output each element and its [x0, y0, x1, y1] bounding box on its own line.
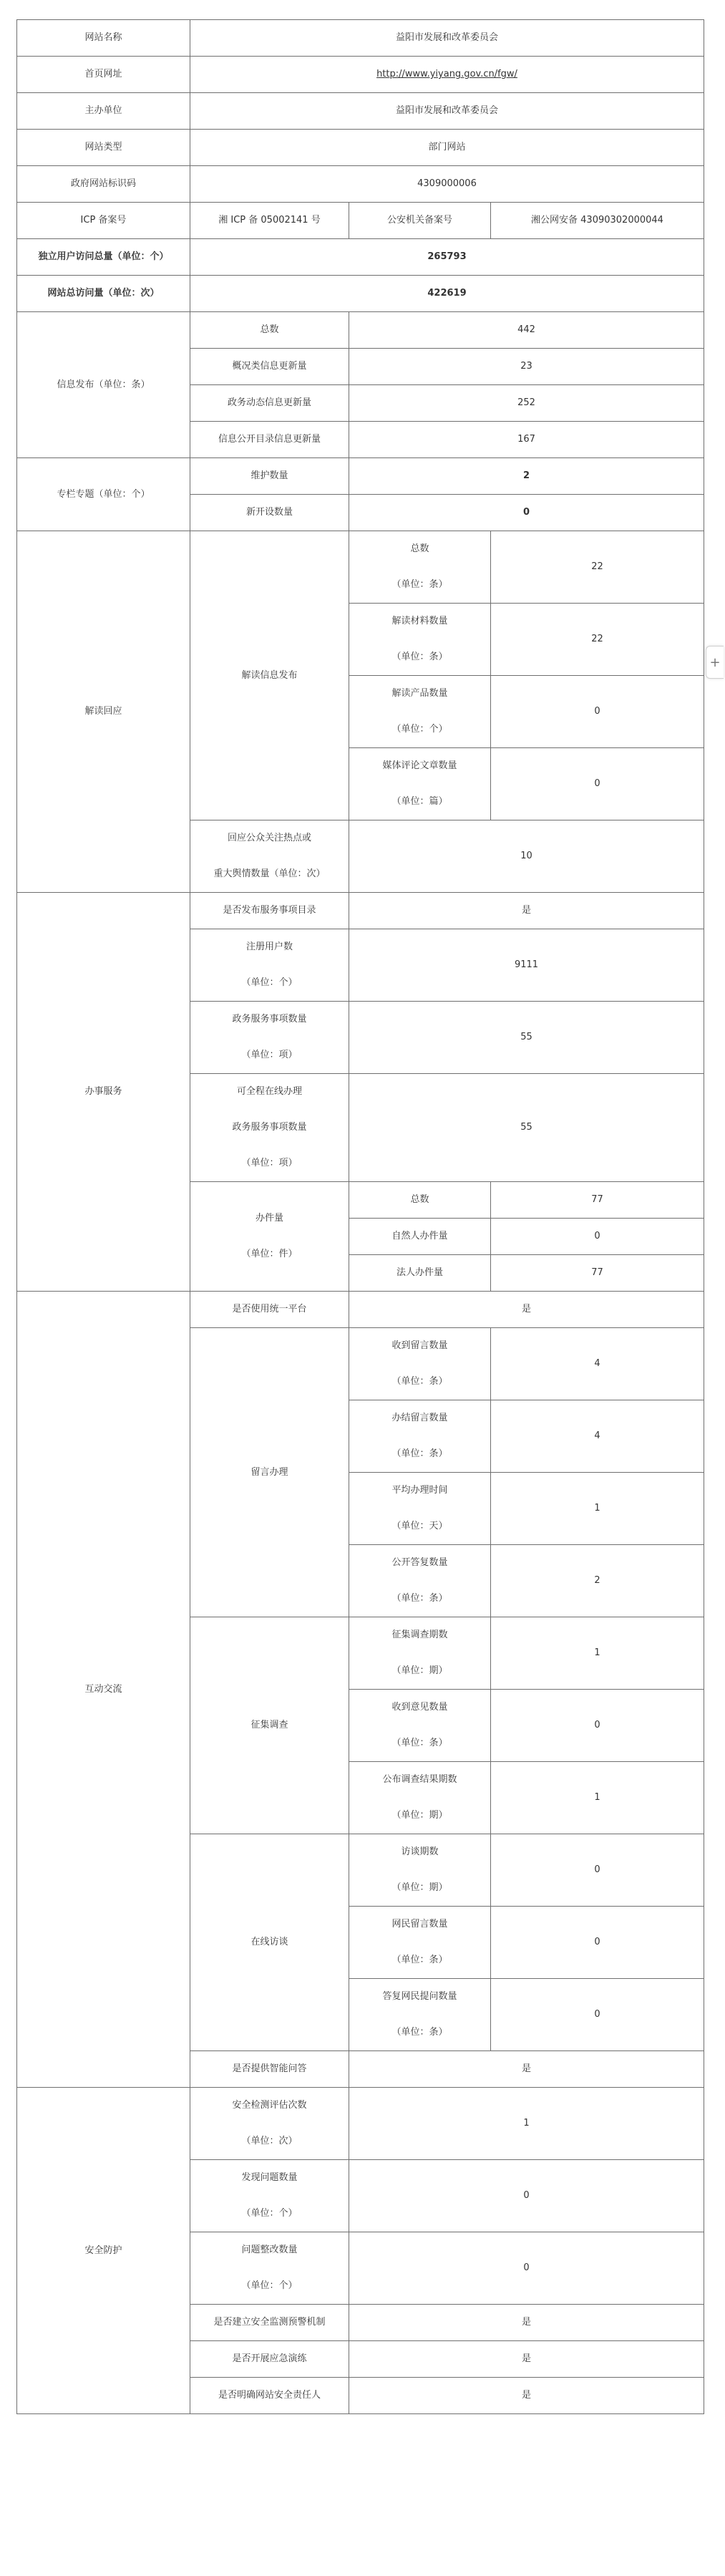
expand-plus-button[interactable]: + [706, 646, 724, 679]
message-public-reply-label-line2: （单位：条） [391, 1593, 448, 1604]
service-volume-total-value: 77 [491, 1182, 704, 1219]
survey-opinions-value: 0 [491, 1690, 704, 1762]
icp-value: 湘 ICP 备 05002141 号 [190, 203, 349, 239]
service-users-label-line1: 注册用户数 [245, 941, 293, 952]
service-items-value: 55 [349, 1002, 704, 1074]
row-columns-maintained [17, 458, 704, 495]
security-checks-label-line2: （单位：次） [241, 2136, 298, 2146]
message-closed-label [349, 1400, 491, 1473]
service-catalog-value: 是 [349, 893, 704, 929]
interview-periods-label-line1: 访谈期数 [401, 1846, 439, 1857]
interview-messages-value: 0 [491, 1907, 704, 1979]
message-public-reply-value: 2 [491, 1545, 704, 1617]
service-online-label-line2: 政务服务事项数量 [232, 1122, 307, 1133]
service-users-label-line2: （单位：个） [241, 977, 298, 988]
interview-replies-label-line1: 答复网民提问数量 [382, 1991, 457, 2002]
interaction-platform-value: 是 [349, 1292, 704, 1328]
service-volume-label [190, 1182, 349, 1292]
survey-results-value: 1 [491, 1762, 704, 1834]
service-online-label [190, 1074, 349, 1182]
row-interpret-total [17, 531, 704, 604]
interpret-total-label [349, 531, 491, 604]
service-online-label-line1: 可全程在线办理 [236, 1086, 302, 1097]
interpret-total-label-line2: （单位：条） [391, 579, 448, 590]
service-volume-natural-label: 自然人办件量 [349, 1219, 491, 1255]
security-fixes-value: 0 [349, 2232, 704, 2305]
police-record-label: 公安机关备案号 [349, 203, 491, 239]
security-drill-value: 是 [349, 2341, 704, 2378]
interpret-label: 解读回应 [17, 531, 190, 893]
interpret-publish-label: 解读信息发布 [190, 531, 349, 820]
site-type-value: 部门网站 [190, 130, 704, 166]
homepage-url-cell [190, 57, 704, 93]
row-host-unit [17, 93, 704, 130]
interpret-hotspot-label-line2: 重大舆情数量（单位：次） [213, 868, 326, 879]
interaction-platform-label: 是否使用统一平台 [190, 1292, 349, 1328]
service-volume-label-line2: （单位：件） [241, 1249, 298, 1259]
interview-messages-label [349, 1907, 491, 1979]
security-checks-label-line1: 安全检测评估次数 [232, 2100, 307, 2111]
info-catalog-label: 信息公开目录信息更新量 [190, 422, 349, 458]
info-overview-value: 23 [349, 349, 704, 385]
interpret-materials-value: 22 [491, 604, 704, 676]
columns-new-value: 0 [349, 495, 704, 531]
row-service-catalog [17, 893, 704, 929]
service-users-value: 9111 [349, 929, 704, 1002]
message-received-value: 4 [491, 1328, 704, 1400]
row-site-id [17, 166, 704, 203]
row-interaction-platform [17, 1292, 704, 1328]
host-unit-value: 益阳市发展和改革委员会 [190, 93, 704, 130]
interpret-products-label-line1: 解读产品数量 [391, 688, 448, 699]
site-id-label: 政府网站标识码 [17, 166, 190, 203]
security-fixes-label-line1: 问题整改数量 [241, 2245, 298, 2255]
interview-periods-label-line2: （单位：期） [391, 1882, 448, 1893]
security-drill-label: 是否开展应急演练 [190, 2341, 349, 2378]
security-fixes-label [190, 2232, 349, 2305]
service-volume-total-label: 总数 [349, 1182, 491, 1219]
unique-visitors-label: 独立用户访问总量（单位：个） [17, 239, 190, 276]
service-online-value: 55 [349, 1074, 704, 1182]
interpret-media-label [349, 748, 491, 820]
survey-results-label-line1: 公布调查结果期数 [382, 1774, 457, 1785]
interpret-hotspot-label [190, 820, 349, 893]
total-visits-label: 网站总访问量（单位：次） [17, 276, 190, 312]
row-site-name [17, 20, 704, 57]
interview-label: 在线访谈 [190, 1834, 349, 2051]
police-record-value: 湘公网安备 43090302000044 [491, 203, 704, 239]
site-name-label: 网站名称 [17, 20, 190, 57]
interpret-materials-label-line1: 解读材料数量 [391, 616, 448, 626]
service-volume-legal-label: 法人办件量 [349, 1255, 491, 1292]
interpret-products-value: 0 [491, 676, 704, 748]
info-overview-label: 概况类信息更新量 [190, 349, 349, 385]
row-icp [17, 203, 704, 239]
row-homepage-url [17, 57, 704, 93]
columns-maintained-value: 2 [349, 458, 704, 495]
survey-results-label-line2: （单位：期） [391, 1810, 448, 1821]
interpret-media-value: 0 [491, 748, 704, 820]
total-visits-value: 422619 [190, 276, 704, 312]
icp-label: ICP 备案号 [17, 203, 190, 239]
unique-visitors-value: 265793 [190, 239, 704, 276]
security-warning-label: 是否建立安全监测预警机制 [190, 2305, 349, 2341]
survey-periods-label-line1: 征集调查期数 [391, 1630, 448, 1640]
security-fixes-label-line2: （单位：个） [241, 2280, 298, 2291]
info-total-value: 442 [349, 312, 704, 349]
message-public-reply-label [349, 1545, 491, 1617]
homepage-url-label: 首页网址 [17, 57, 190, 93]
service-users-label [190, 929, 349, 1002]
interview-replies-value: 0 [491, 1979, 704, 2051]
row-unique-visitors [17, 239, 704, 276]
homepage-url-link[interactable]: http://www.yiyang.gov.cn/fgw/ [376, 69, 517, 79]
security-issues-label-line2: （单位：个） [241, 2208, 298, 2219]
interpret-products-label [349, 676, 491, 748]
interview-replies-label [349, 1979, 491, 2051]
columns-label: 专栏专题（单位：个） [17, 458, 190, 531]
message-received-label-line2: （单位：条） [391, 1376, 448, 1387]
interpret-media-label-line1: 媒体评论文章数量 [382, 760, 457, 771]
site-name-value: 益阳市发展和改革委员会 [190, 20, 704, 57]
interpret-hotspot-value: 10 [349, 820, 704, 893]
survey-periods-label [349, 1617, 491, 1690]
service-volume-legal-value: 77 [491, 1255, 704, 1292]
row-info-total [17, 312, 704, 349]
security-issues-label-line1: 发现问题数量 [241, 2172, 298, 2183]
message-avg-time-value: 1 [491, 1473, 704, 1545]
interview-periods-label [349, 1834, 491, 1907]
service-catalog-label: 是否发布服务事项目录 [190, 893, 349, 929]
security-checks-label [190, 2088, 349, 2160]
interpret-products-label-line2: （单位：个） [391, 724, 448, 735]
interview-messages-label-line2: （单位：条） [391, 1955, 448, 1965]
info-publish-label: 信息发布（单位：条） [17, 312, 190, 458]
security-owner-label: 是否明确网站安全责任人 [190, 2378, 349, 2414]
interpret-total-label-line1: 总数 [410, 543, 429, 554]
service-items-label-line1: 政务服务事项数量 [232, 1014, 307, 1025]
interpret-total-value: 22 [491, 531, 704, 604]
service-label: 办事服务 [17, 893, 190, 1292]
website-annual-report-table [16, 19, 704, 2414]
message-avg-time-label-line2: （单位：天） [391, 1521, 448, 1531]
security-label: 安全防护 [17, 2088, 190, 2414]
security-issues-value: 0 [349, 2160, 704, 2232]
site-type-label: 网站类型 [17, 130, 190, 166]
interpret-materials-label [349, 604, 491, 676]
message-closed-label-line1: 办结留言数量 [391, 1413, 448, 1423]
columns-new-label: 新开设数量 [190, 495, 349, 531]
site-id-value: 4309000006 [190, 166, 704, 203]
info-total-label: 总数 [190, 312, 349, 349]
info-catalog-value: 167 [349, 422, 704, 458]
survey-opinions-label-line1: 收到意见数量 [391, 1702, 448, 1713]
security-checks-value: 1 [349, 2088, 704, 2160]
row-total-visits [17, 276, 704, 312]
message-received-label [349, 1328, 491, 1400]
interpret-hotspot-label-line1: 回应公众关注热点或 [227, 833, 311, 843]
interaction-label: 互动交流 [17, 1292, 190, 2088]
row-security-checks [17, 2088, 704, 2160]
interview-replies-label-line2: （单位：条） [391, 2027, 448, 2038]
info-news-value: 252 [349, 385, 704, 422]
message-avg-time-label-line1: 平均办理时间 [391, 1485, 448, 1496]
service-items-label [190, 1002, 349, 1074]
survey-periods-label-line2: （单位：期） [391, 1665, 448, 1676]
info-news-label: 政务动态信息更新量 [190, 385, 349, 422]
service-online-label-line3: （单位：项） [241, 1158, 298, 1168]
message-closed-value: 4 [491, 1400, 704, 1473]
interpret-media-label-line2: （单位：篇） [391, 796, 448, 807]
survey-label: 征集调查 [190, 1617, 349, 1834]
survey-results-label [349, 1762, 491, 1834]
survey-opinions-label-line2: （单位：条） [391, 1738, 448, 1748]
survey-opinions-label [349, 1690, 491, 1762]
message-closed-label-line2: （单位：条） [391, 1448, 448, 1459]
service-items-label-line2: （单位：项） [241, 1050, 298, 1060]
security-issues-label [190, 2160, 349, 2232]
security-owner-value: 是 [349, 2378, 704, 2414]
service-volume-label-line1: 办件量 [255, 1213, 283, 1224]
service-volume-natural-value: 0 [491, 1219, 704, 1255]
security-warning-value: 是 [349, 2305, 704, 2341]
survey-periods-value: 1 [491, 1617, 704, 1690]
message-received-label-line1: 收到留言数量 [391, 1340, 448, 1351]
interview-messages-label-line1: 网民留言数量 [391, 1919, 448, 1929]
interaction-smart-qa-label: 是否提供智能问答 [190, 2051, 349, 2088]
columns-maintained-label: 维护数量 [190, 458, 349, 495]
message-avg-time-label [349, 1473, 491, 1545]
row-site-type [17, 130, 704, 166]
interaction-smart-qa-value: 是 [349, 2051, 704, 2088]
interpret-materials-label-line2: （单位：条） [391, 652, 448, 662]
interview-periods-value: 0 [491, 1834, 704, 1907]
message-public-reply-label-line1: 公开答复数量 [391, 1557, 448, 1568]
host-unit-label: 主办单位 [17, 93, 190, 130]
message-label: 留言办理 [190, 1328, 349, 1617]
